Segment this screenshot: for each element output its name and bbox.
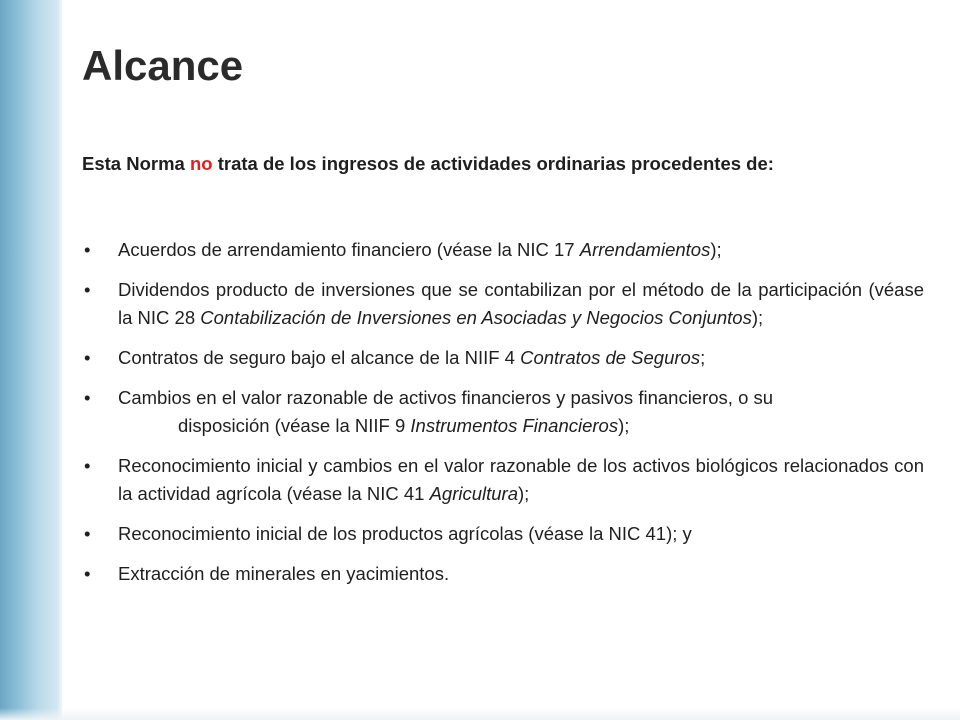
bullet-item-7	[82, 560, 924, 588]
bullet-italic-ref: Contratos de Seguros	[520, 347, 701, 368]
bullet-item-5	[82, 452, 924, 508]
bullet-item-1	[82, 236, 924, 264]
bullet-text: Reconocimiento inicial y cambios en el valor razonable de los activos biológicos relacionados con la actividad agrícola (véase la NIC 41	[118, 455, 924, 504]
scope-bullet-list	[82, 236, 924, 600]
bullet-text-end: ;	[700, 347, 706, 368]
bullet-dot-icon: •	[84, 279, 91, 300]
intro-text-before: Esta Norma	[82, 153, 190, 174]
bullet-text-end: );	[518, 483, 530, 504]
bullet-text: Contratos de seguro bajo el alcance de la NIIF 4	[118, 347, 521, 368]
bullet-dot-icon: •	[84, 523, 91, 544]
bullet-dot-icon: •	[84, 347, 91, 368]
left-decorative-band	[0, 0, 62, 720]
bullet-text-end: );	[710, 239, 722, 260]
bullet-item-3	[82, 344, 924, 372]
bullet-italic-ref: Arrendamientos	[579, 239, 711, 260]
bullet-text: Dividendos producto de inversiones que se contabilizan por el método de la participación (véase la NIC 28	[118, 279, 924, 328]
bottom-shade	[0, 708, 960, 720]
bullet-text-end: );	[751, 307, 764, 328]
bullet-dot-icon: •	[84, 455, 91, 476]
bullet-item-2	[82, 276, 924, 332]
bullet-text: Acuerdos de arrendamiento financiero (véase la NIC 17	[118, 239, 580, 260]
bullet-item-4-continuation	[82, 412, 924, 440]
bullet-text: disposición (véase la NIIF 9	[178, 415, 411, 436]
slide-title: Alcance	[82, 42, 244, 89]
bullet-text-end: );	[618, 415, 630, 436]
bullet-text: Reconocimiento inicial de los productos agrícolas (véase la NIC 41); y	[118, 523, 692, 544]
intro-paragraph	[82, 150, 922, 178]
bullet-dot-icon: •	[84, 239, 91, 260]
bullet-text: Cambios en el valor razonable de activos financieros y pasivos financieros, o su	[118, 387, 774, 408]
bullet-dot-icon: •	[84, 563, 91, 584]
bullet-italic-ref: Instrumentos Financieros	[410, 415, 619, 436]
bullet-italic-ref: Contabilización de Inversiones en Asociadas y Negocios Conjuntos	[200, 307, 752, 328]
intro-text-after: trata de los ingresos de actividades ordinarias procedentes de:	[212, 153, 774, 174]
intro-highlight-no: no	[189, 153, 213, 174]
bullet-text: Extracción de minerales en yacimientos.	[118, 563, 450, 584]
bullet-dot-icon: •	[84, 387, 91, 408]
bullet-italic-ref: Agricultura	[429, 483, 519, 504]
bullet-item-4	[82, 384, 924, 412]
bullet-item-6	[82, 520, 924, 548]
